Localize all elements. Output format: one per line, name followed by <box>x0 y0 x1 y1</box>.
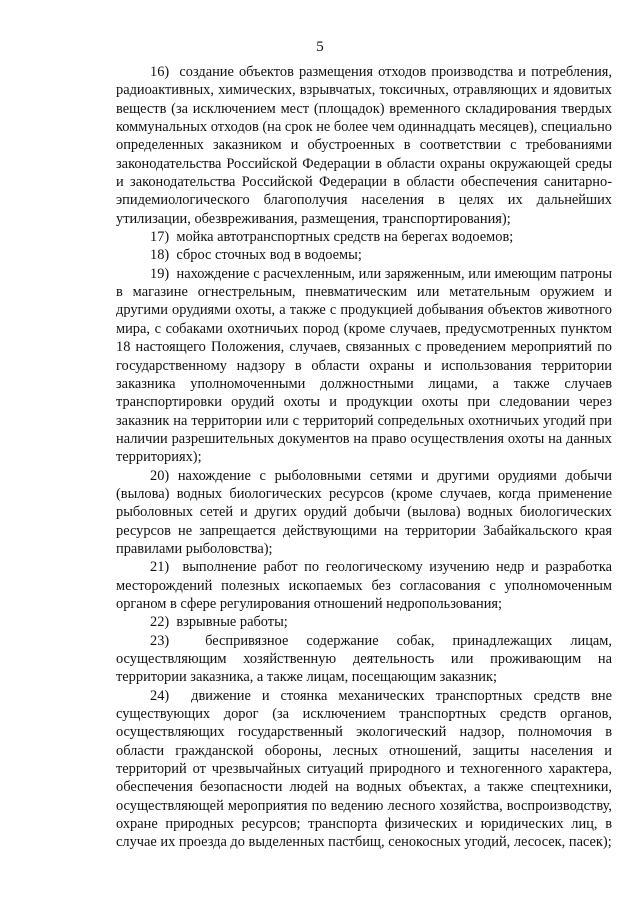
page-number: 5 <box>316 39 324 55</box>
list-item-20: 20) нахождение с рыболовными сетями и другими орудиями добычи (вылова) водных биологических ресурсов (кроме случаев, когда применение рыболовных сетей и других орудий добычи (вылова) водных биологических ресурсов не запрещается действующими на территории Забайкальского края правилами рыболовства); <box>116 467 612 557</box>
list-item-22: 22) взрывные работы; <box>150 614 288 631</box>
list-item-19: 19) нахождение с расчехленным, или заряженным, или имеющим патроны в магазине огнестрельным, пневматическим или метательным оружием и другими орудиями охоты, а также с продукцией добывания объектов животного мира, с собаками охотничьих пород (кроме случаев, предусмотренных пунктом 18 настоящего Положения, случаев, связанных с проведением мероприятий по государственному надзору в области охраны и использования территории заказника уполномоченными должностными лицами, а также случаев транспортировки орудий охоты и продукции охоты при следовании через заказник на территории или с территорий сопредельных охотничьих угодий при наличии разрешительных документов на право осуществления охоты на данных территориях); <box>116 265 612 466</box>
list-item-17: 17) мойка автотранспортных средств на берегах водоемов; <box>150 229 514 246</box>
list-item-23: 23) беспривязное содержание собак, принадлежащих лицам, осуществляющим хозяйственную деятельность или проживающим на территории заказника, а также лицам, посещающим заказник; <box>116 632 612 686</box>
list-item-18: 18) сброс сточных вод в водоемы; <box>150 247 362 264</box>
list-item-16: 16) создание объектов размещения отходов производства и потребления, радиоактивных, химических, взрывчатых, токсичных, отравляющих и ядовитых веществ (за исключением мест (площадок) временного складирования твердых коммунальных отходов (на срок не более чем одиннадцать месяцев), специально определенных заказником и обустроенных в соответствии с требованиями законодательства Российской Федерации в области охраны окружающей среды и законодательства Российской Федерации в области обеспечения санитарно-эпидемиологического благополучия населения в целях их дальнейших утилизации, обезвреживания, размещения, транспортирования); <box>116 64 612 227</box>
list-item-24: 24) движение и стоянка механических транспортных средств вне существующих дорог (за исключением транспортных средств органов, осуществляющих государственный экологический надзор, полномочия в области гражданской обороны, лесных отношений, защиты населения и территорий от чрезвычайных ситуаций природного и техногенного характера, обеспечения безопасности людей на водных объектах, а также спецтехники, осуществляющей мероприятия по ведению лесного хозяйства, воспроизводству, охране природных ресурсов; транспорта физических и юридических лиц, в случае их проезда до выделенных пастбищ, сенокосных угодий, лесосек, пасек); <box>116 687 612 851</box>
document-body <box>116 63 612 852</box>
list-item-21: 21) выполнение работ по геологическому изучению недр и разработка месторождений полезных ископаемых без согласования с уполномоченным органом в сфере регулирования отношений недропользования; <box>116 559 612 612</box>
